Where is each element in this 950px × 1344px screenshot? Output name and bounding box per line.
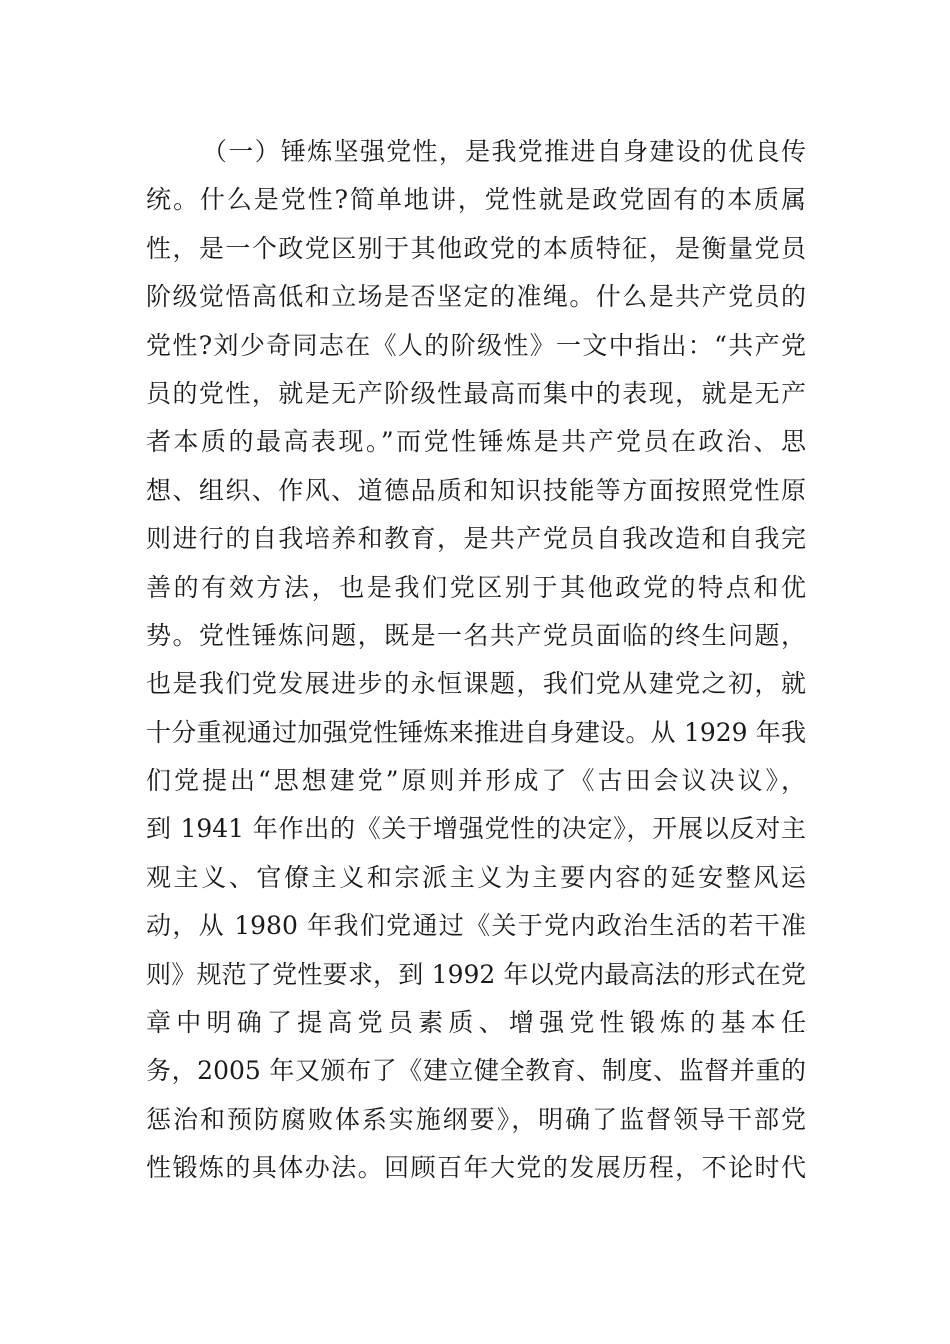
paragraph-line: 务，2005 年又颁布了《建立健全教育、制度、监督并重的 [146,1056,806,1086]
paragraph-line: 十分重视通过加强党性锤炼来推进自身建设。从 1929 年我 [146,717,806,747]
paragraph-line: 则》规范了党性要求，到 1992 年以党内最高法的形式在党 [146,959,806,989]
paragraph-line: 观主义、官僚主义和宗派主义为主要内容的延安整风运 [146,862,806,892]
paragraph-line: 到 1941 年作出的《关于增强党性的决定》，开展以反对主 [146,814,806,844]
paragraph-line: 章中明确了提高党员素质、增强党性锻炼的基本任 [146,1008,806,1038]
paragraph-line: 党性?刘少奇同志在《人的阶级性》一文中指出：“共产党 [146,330,806,360]
paragraph-line: 阶级觉悟高低和立场是否坚定的准绳。什么是共产党员的 [146,282,806,312]
paragraph-line: 也是我们党发展进步的永恒课题，我们党从建党之初，就 [146,669,806,699]
paragraph-line: 惩治和预防腐败体系实施纲要》，明确了监督领导干部党 [146,1104,806,1134]
paragraph-line: 想、组织、作风、道德品质和知识技能等方面按照党性原 [146,475,806,505]
paragraph-line: 们党提出“思想建党”原则并形成了《古田会议决议》， [146,766,806,796]
paragraph-line: （一）锤炼坚强党性，是我党推进自身建设的优良传 [202,137,806,166]
paragraph-line: 善的有效方法，也是我们党区别于其他政党的特点和优 [146,572,806,602]
paragraph-line: 则进行的自我培养和教育，是共产党员自我改造和自我完 [146,524,806,554]
paragraph-line: 统。什么是党性?简单地讲，党性就是政党固有的本质属 [146,185,806,215]
paragraph-line: 者本质的最高表现。”而党性锤炼是共产党员在政治、思 [146,427,806,457]
paragraph-line: 性锻炼的具体办法。回顾百年大党的发展历程，不论时代 [146,1153,806,1183]
paragraph-line: 势。党性锤炼问题，既是一名共产党员面临的终生问题， [146,620,806,650]
paragraph-line: 员的党性，就是无产阶级性最高而集中的表现，就是无产 [146,378,806,408]
paragraph-line: 性，是一个政党区别于其他政党的本质特征，是衡量党员 [146,233,806,263]
body-paragraph [146,128,806,1193]
paragraph-line: 动，从 1980 年我们党通过《关于党内政治生活的若干准 [146,911,806,941]
